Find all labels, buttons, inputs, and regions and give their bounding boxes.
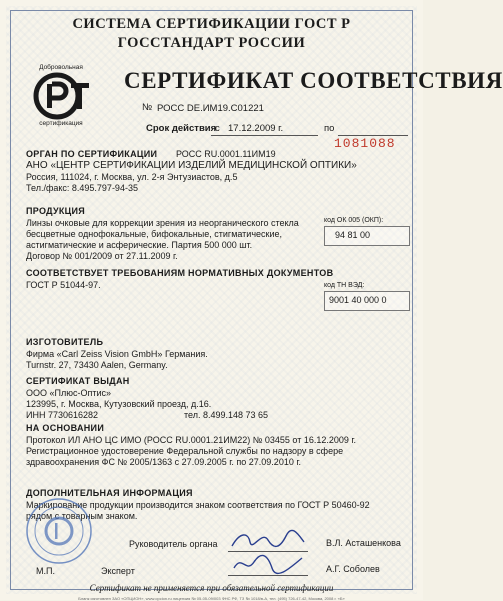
cert-number-label: № — [142, 102, 153, 113]
organ-phone: Тел./факс: 8.495.797-94-35 — [26, 183, 138, 193]
basis-label: НА ОСНОВАНИИ — [26, 423, 105, 433]
compliance-value: ГОСТ Р 51044-97. — [26, 280, 101, 290]
certificate-title: СЕРТИФИКАТ СООТВЕТСТВИЯ — [124, 68, 503, 93]
manufacturer-line-2: Turnstr. 27, 73430 Aalen, Germany. — [26, 360, 168, 370]
additional-label: ДОПОЛНИТЕЛЬНАЯ ИНФОРМАЦИЯ — [26, 488, 193, 498]
logo-bottom-text: сертификация — [39, 120, 83, 127]
issued-phone: тел. 8.499.148 73 65 — [184, 410, 269, 420]
product-line-2: бесцветные однофокальные, бифокальные, стигматические, — [26, 229, 282, 239]
head-label: Руководитель органа — [129, 539, 218, 549]
serial-number: 1081088 — [334, 136, 396, 151]
system-header: СИСТЕМА СЕРТИФИКАЦИИ ГОСТ Р — [72, 16, 351, 32]
expert-label: Эксперт — [101, 566, 135, 576]
compliance-label: СООТВЕТСТВУЕТ ТРЕБОВАНИЯМ НОРМАТИВНЫХ ДОКУМЕНТОВ — [26, 268, 334, 278]
product-line-3: астигматические и асферические. Партия 500 000 шт. — [26, 240, 253, 250]
issued-label: СЕРТИФИКАТ ВЫДАН — [26, 376, 130, 386]
basis-line-3: здравоохранения ФС № 2005/1363 с 27.09.2005 г. по 27.09.2010 г. — [26, 457, 302, 467]
organ-address: Россия, 111024, г. Москва, ул. 2-я Энтузиастов, д.5 — [26, 172, 238, 182]
logo-top-text: Добровольная — [39, 64, 83, 71]
blank-printer-info: Бланк изготовлен ЗАО «ОПЦИОН», www.opcion.ru лицензия № 05-05-09/003 ФНС РФ, ТЗ № 1018/в-А, тел. (495) 726-47-42, Москва, 2008 г. «Б» — [78, 596, 345, 601]
validity-to: по — [324, 123, 335, 134]
product-line-1: Линзы очковые для коррекции зрения из неорганического стекла — [26, 218, 299, 228]
pct-logo — [31, 64, 91, 126]
organ-name: АНО «ЦЕНТР СЕРТИФИКАЦИИ ИЗДЕЛИЙ МЕДИЦИНСКОЙ ОПТИКИ» — [26, 160, 357, 171]
additional-line-2: рядом с товарным знаком. — [26, 511, 138, 521]
gosstandart-header: ГОССТАНДАРТ РОССИИ — [117, 35, 306, 51]
cert-number-value: РОСС DE.ИМ19.C01221 — [157, 103, 264, 114]
tnved-value: 9001 40 000 0 — [329, 295, 387, 305]
issued-line-1: ООО «Плюс-Оптис» — [26, 388, 112, 398]
basis-line-2: Регистрационное удостоверение Федеральной службы по надзору в сфере — [26, 446, 344, 456]
okp-label: код ОК 005 (ОКП): — [324, 217, 384, 224]
round-stamp-icon — [24, 496, 94, 566]
expert-signature-icon — [228, 550, 308, 578]
mp-label: М.П. — [36, 566, 55, 576]
validity-label: Срок действия — [146, 123, 217, 134]
footer-note: Сертификат не применяется при обязательной сертификации — [89, 583, 334, 593]
expert-name: А.Г. Соболев — [326, 564, 380, 574]
head-name: В.Л. Асташенкова — [326, 538, 401, 548]
issued-inn: ИНН 7730616282 — [26, 410, 99, 420]
manufacturer-label: ИЗГОТОВИТЕЛЬ — [26, 337, 104, 347]
basis-line-1: Протокол ИЛ АНО ЦС ИМО (РОСС RU.0001.21ИМ22) № 03455 от 16.12.2009 г. — [26, 435, 357, 445]
okp-value: 94 81 00 — [335, 230, 371, 240]
pct-mark-icon — [31, 72, 91, 120]
additional-line-1: Маркирование продукции производится знаком соответствия по ГОСТ Р 50460-92 — [26, 500, 370, 510]
manufacturer-line-1: Фирма «Carl Zeiss Vision GmbH» Германия. — [26, 349, 208, 359]
organ-label: ОРГАН ПО СЕРТИФИКАЦИИ — [26, 149, 158, 159]
organ-code: РОСС RU.0001.11ИМ19 — [176, 149, 276, 159]
tnved-label: код ТН ВЭД: — [324, 282, 365, 289]
product-line-4: Договор № 001/2009 от 27.11.2009 г. — [26, 251, 178, 261]
validity-date: 17.12.2009 г. — [228, 123, 284, 134]
product-label: ПРОДУКЦИЯ — [26, 206, 86, 216]
validity-from: с — [215, 123, 220, 134]
issued-line-2: 123995, г. Москва, Кутузовский проезд, д.16. — [26, 399, 212, 409]
